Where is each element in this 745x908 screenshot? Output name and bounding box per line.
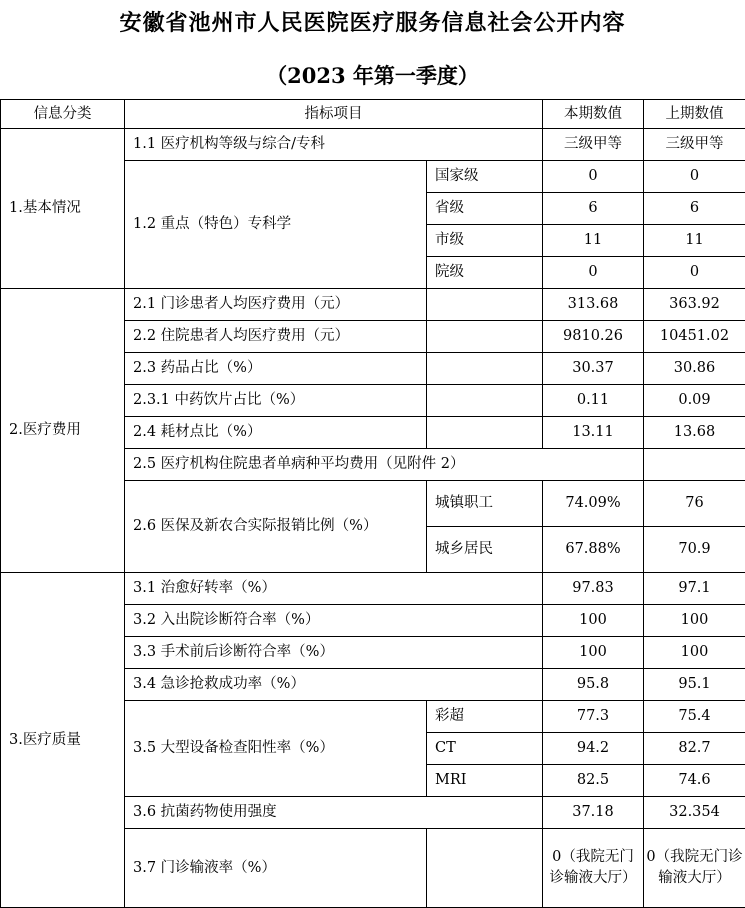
empty-cell bbox=[427, 385, 543, 417]
previous-value: 95.1 bbox=[644, 669, 745, 701]
current-value: 三级甲等 bbox=[543, 129, 644, 161]
current-value: 0 bbox=[543, 257, 644, 289]
current-value: 97.83 bbox=[543, 573, 644, 605]
previous-value: 32.354 bbox=[644, 797, 745, 829]
current-value: 11 bbox=[543, 225, 644, 257]
current-value: 0.11 bbox=[543, 385, 644, 417]
previous-value: 100 bbox=[644, 637, 745, 669]
current-value: 0 bbox=[543, 161, 644, 193]
current-value: 67.88% bbox=[543, 527, 644, 573]
row-label: 3.7 门诊输液率（%） bbox=[125, 829, 427, 908]
row-label: 1.2 重点（特色）专科学 bbox=[125, 161, 427, 289]
empty-cell bbox=[427, 353, 543, 385]
current-value: 100 bbox=[543, 637, 644, 669]
row-label: 2.6 医保及新农合实际报销比例（%） bbox=[125, 481, 427, 573]
row-label: 2.2 住院患者人均医疗费用（元） bbox=[125, 321, 427, 353]
sub-label: MRI bbox=[427, 765, 543, 797]
current-value: 13.11 bbox=[543, 417, 644, 449]
row-label: 3.6 抗菌药物使用强度 bbox=[125, 797, 543, 829]
previous-value: 0 bbox=[644, 257, 745, 289]
empty-cell bbox=[427, 321, 543, 353]
section-quality: 3.医疗质量 bbox=[1, 573, 125, 908]
previous-value: 10451.02 bbox=[644, 321, 745, 353]
empty-cell bbox=[427, 829, 543, 908]
row-label: 2.3.1 中药饮片占比（%） bbox=[125, 385, 427, 417]
previous-value: 11 bbox=[644, 225, 745, 257]
current-value: 100 bbox=[543, 605, 644, 637]
empty-cell bbox=[427, 417, 543, 449]
empty-cell bbox=[427, 289, 543, 321]
previous-value: 97.1 bbox=[644, 573, 745, 605]
row-label: 2.4 耗材点比（%） bbox=[125, 417, 427, 449]
row-label: 3.5 大型设备检查阳性率（%） bbox=[125, 701, 427, 797]
table-row bbox=[1, 573, 745, 605]
sub-label: 市级 bbox=[427, 225, 543, 257]
previous-value: 100 bbox=[644, 605, 745, 637]
sub-label: 城镇职工 bbox=[427, 481, 543, 527]
current-value: 74.09% bbox=[543, 481, 644, 527]
header-category: 信息分类 bbox=[1, 100, 125, 129]
previous-value: 82.7 bbox=[644, 733, 745, 765]
previous-value: 76 bbox=[644, 481, 745, 527]
previous-value: 0.09 bbox=[644, 385, 745, 417]
row-label: 2.3 药品占比（%） bbox=[125, 353, 427, 385]
current-value: 30.37 bbox=[543, 353, 644, 385]
current-value: 313.68 bbox=[543, 289, 644, 321]
sub-label: 城乡居民 bbox=[427, 527, 543, 573]
current-value: 37.18 bbox=[543, 797, 644, 829]
current-value: 9810.26 bbox=[543, 321, 644, 353]
page-subtitle: （2023 年第一季度） bbox=[0, 60, 745, 90]
previous-value: 13.68 bbox=[644, 417, 745, 449]
row-label: 3.2 入出院诊断符合率（%） bbox=[125, 605, 543, 637]
current-value: 95.8 bbox=[543, 669, 644, 701]
info-table bbox=[0, 99, 745, 908]
page-title: 安徽省池州市人民医院医疗服务信息社会公开内容 bbox=[0, 6, 745, 37]
previous-value: 363.92 bbox=[644, 289, 745, 321]
previous-value: 75.4 bbox=[644, 701, 745, 733]
previous-value: 70.9 bbox=[644, 527, 745, 573]
previous-value: 0 bbox=[644, 161, 745, 193]
section-basic: 1.基本情况 bbox=[1, 129, 125, 289]
sub-label: 国家级 bbox=[427, 161, 543, 193]
row-label: 1.1 医疗机构等级与综合/专科 bbox=[125, 129, 543, 161]
current-value: 82.5 bbox=[543, 765, 644, 797]
sub-label: CT bbox=[427, 733, 543, 765]
empty-cell bbox=[644, 449, 745, 481]
row-label: 2.1 门诊患者人均医疗费用（元） bbox=[125, 289, 427, 321]
sub-label: 彩超 bbox=[427, 701, 543, 733]
header-current: 本期数值 bbox=[543, 100, 644, 129]
table-row bbox=[1, 129, 745, 161]
row-label: 3.3 手术前后诊断符合率（%） bbox=[125, 637, 543, 669]
table-row bbox=[1, 289, 745, 321]
previous-value: 74.6 bbox=[644, 765, 745, 797]
section-cost: 2.医疗费用 bbox=[1, 289, 125, 573]
sub-label: 省级 bbox=[427, 193, 543, 225]
row-label: 2.5 医疗机构住院患者单病种平均费用（见附件 2） bbox=[125, 449, 644, 481]
current-value: 77.3 bbox=[543, 701, 644, 733]
table-header-row bbox=[1, 100, 745, 129]
header-item: 指标项目 bbox=[125, 100, 543, 129]
row-label: 3.1 治愈好转率（%） bbox=[125, 573, 543, 605]
row-label: 3.4 急诊抢救成功率（%） bbox=[125, 669, 543, 701]
previous-value: 三级甲等 bbox=[644, 129, 745, 161]
current-value: 0（我院无门诊输液大厅） bbox=[543, 829, 644, 908]
current-value: 6 bbox=[543, 193, 644, 225]
previous-value: 0（我院无门诊输液大厅） bbox=[644, 829, 745, 908]
previous-value: 6 bbox=[644, 193, 745, 225]
header-previous: 上期数值 bbox=[644, 100, 745, 129]
sub-label: 院级 bbox=[427, 257, 543, 289]
current-value: 94.2 bbox=[543, 733, 644, 765]
previous-value: 30.86 bbox=[644, 353, 745, 385]
